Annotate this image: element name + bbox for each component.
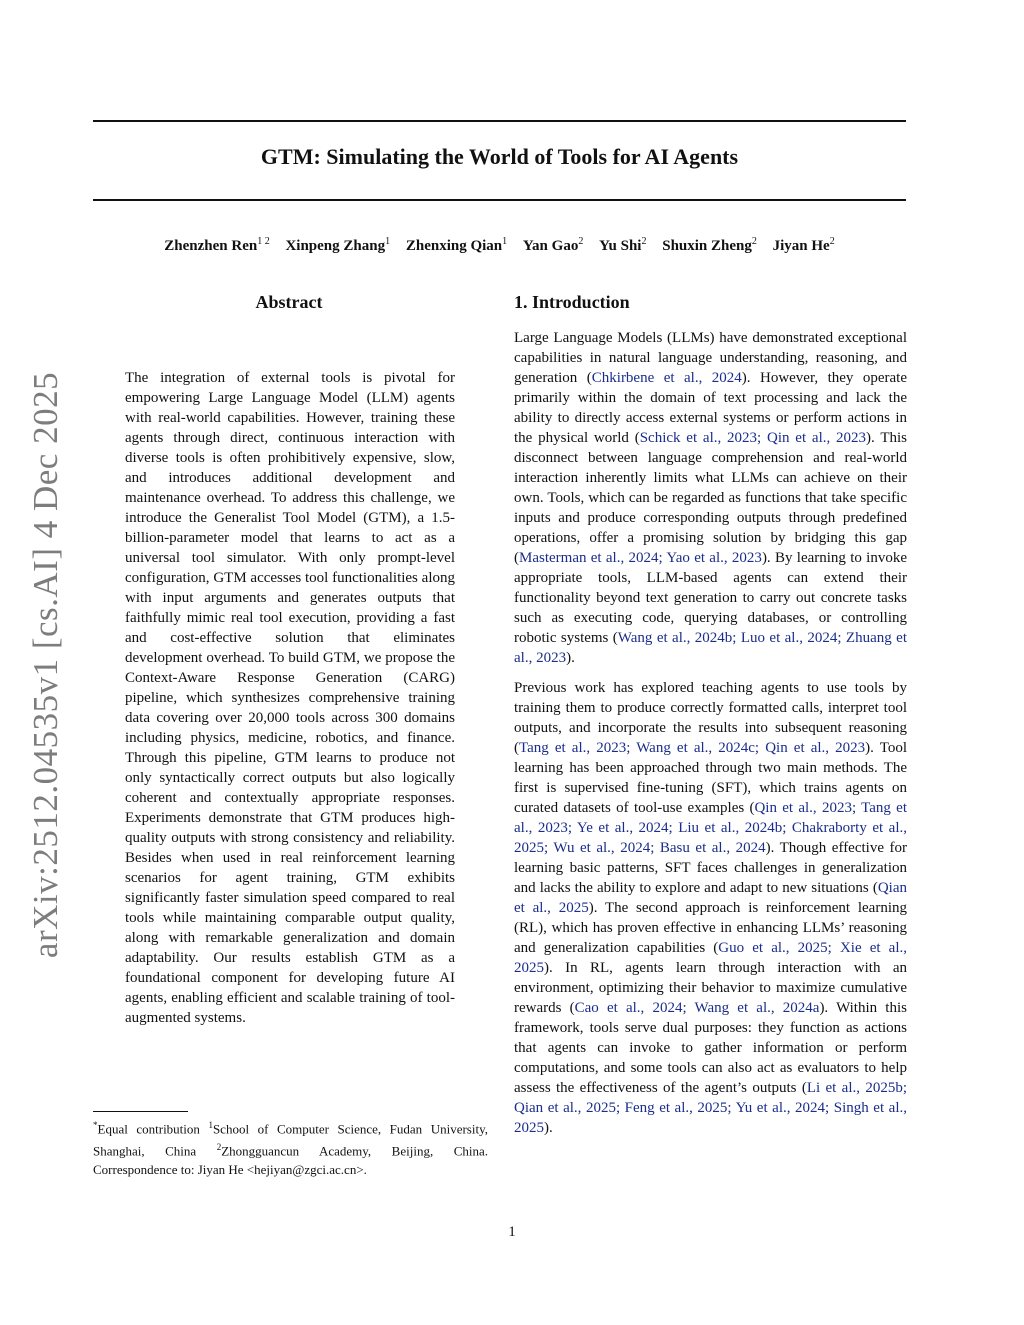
author	[406, 238, 507, 254]
intro-text: ).	[544, 1120, 553, 1136]
citation-link[interactable]: Cao et al., 2024; Wang et al., 2024a	[574, 1000, 820, 1016]
title-rule-bottom	[93, 199, 906, 201]
citation-link[interactable]: Masterman et al., 2024; Yao et al., 2023	[519, 550, 762, 566]
citation-link[interactable]: Chkirbene et al., 2024	[591, 370, 742, 386]
author	[164, 238, 269, 254]
author-name: Xinpeng Zhang	[285, 238, 386, 254]
footnote-marker: *	[93, 1120, 98, 1130]
citation-link[interactable]: Tang et al., 2023; Wang et al., 2024c; Qin et al., 2023	[519, 740, 866, 756]
title-rule-top	[93, 120, 906, 122]
author-affiliation: 2	[829, 236, 835, 247]
intro-text: ). Though effective for learning basic patterns, SFT faces challenges in generalization and lacks the ability to explore and adapt to new situations (	[514, 840, 908, 896]
intro-paragraph-2	[514, 678, 907, 1138]
author-affiliation: 2	[641, 236, 647, 247]
author-affiliation: 2	[578, 236, 584, 247]
affiliation-marker: 1	[208, 1120, 213, 1130]
intro-text: ). This disconnect between language comprehension and real-world interaction inherently limits what LLMs can achieve on their own. Tools, which can be regarded as functions that take specific inputs and produce corresponding outputs through predefined operations, offer a promising solution by bridging this gap (	[514, 430, 907, 566]
intro-text: ). By learning to invoke appropriate tools, LLM-based agents can extend their functionality beyond text generation to carry out concrete tasks such as executing code, querying databases, or controlling robotic systems (	[514, 550, 907, 646]
page-number: 1	[508, 1224, 516, 1240]
intro-text: Previous work has explored teaching agents to use tools by training them to produce correctly formatted calls, interpret tool outputs, and incorporate the results into subsequent reasoning (	[514, 680, 907, 756]
intro-text: ). However, they operate primarily within the domain of text processing and lack the ability to directly access external systems or perform actions in the physical world (	[514, 370, 907, 446]
intro-text: ).	[566, 650, 575, 666]
citation-link[interactable]: Guo et al., 2025; Xie et al., 2025	[514, 940, 907, 976]
intro-text: ). Within this framework, tools serve dual purposes: they function as actions that agents can invoke to gather information or perform computations, and some tools can also act as evaluators to help assess the effectiveness of the agent’s outputs (	[514, 1000, 907, 1096]
author	[773, 238, 835, 254]
abstract-heading: Abstract	[255, 292, 323, 312]
footnote	[93, 1116, 488, 1179]
author	[285, 238, 390, 254]
author-name: Zhenzhen Ren	[164, 238, 258, 254]
arxiv-id: arXiv:2512.04535v1 [cs.AI] 4 Dec 2025	[26, 371, 65, 959]
intro-text: Large Language Models (LLMs) have demonstrated exceptional capabilities in natural language understanding, reasoning, and generation (	[514, 330, 907, 386]
abstract-text: The integration of external tools is pivotal for empowering Large Language Model (LLM) agents with real-world capabilities. However, training these agents through direct, continuous interaction with diverse tools is often prohibitively expensive, slow, and introduces additional development and maintenance overhead. To address this challenge, we introduce the Generalist Tool Model (GTM), a 1.5-billion-parameter model that learns to act as a universal tool simulator. With only prompt-level configuration, GTM accesses tool functionalities along with input arguments and generates outputs that faithfully mimic real tool execution, providing a fast and cost-effective solution that eliminates development overhead. To build GTM, we propose the Context-Aware Response Generation (CARG) pipeline, which synthesizes comprehensive training data covering over 20,000 tools across 300 domains including physics, medicine, robotics, and finance. Through this pipeline, GTM learns to produce not only syntactically correct outputs but also logically coherent and contextually appropriate responses. Experiments demonstrate that GTM produces high-quality outputs with strong consistency and reliability. Besides when used in real reinforcement learning scenarios for agent training, GTM exhibits significantly faster simulation speed compared to real tools while maintaining comparable output quality, along with remarkable generalization and domain adaptability. Our results establish GTM as a foundational component for developing future AI agents, enabling efficient and scalable training of tool-augmented systems.	[125, 370, 455, 1026]
paper-title: GTM: Simulating the World of Tools for AI Agents	[260, 144, 739, 169]
citation-link[interactable]: Qin et al., 2023; Tang et al., 2023; Ye et al., 2024; Liu et al., 2024b; Chakraborty et al., 2025; Wu et al., 2024; Basu et al., 2024	[514, 800, 907, 856]
author-affiliation: 1	[385, 236, 391, 247]
author-name: Yan Gao	[522, 238, 579, 254]
author	[662, 238, 757, 254]
author-list	[93, 236, 906, 255]
author	[523, 238, 583, 254]
citation-link[interactable]: Schick et al., 2023; Qin et al., 2023	[639, 430, 867, 446]
affiliation-marker: 2	[216, 1142, 222, 1153]
author-name: Jiyan He	[772, 238, 830, 254]
intro-paragraph-1	[514, 328, 907, 668]
intro-text: ). In RL, agents learn through interaction with an environment, optimizing their behavior to maximize cumulative rewards (	[514, 960, 907, 1016]
citation-link[interactable]: Qian et al., 2025	[514, 880, 907, 916]
footnote-text: School of Computer Science, Fudan University, Shanghai, China	[93, 1121, 488, 1159]
citation-link[interactable]: Li et al., 2025b; Qian et al., 2025; Feng et al., 2025; Yu et al., 2024; Singh et al., 2025	[514, 1080, 907, 1136]
introduction-body	[514, 328, 907, 1148]
author-affiliation: 1 2	[257, 236, 270, 247]
intro-text: ). The second approach is reinforcement learning (RL), which has proven effective in enhancing LLMs’ reasoning and generalization capabilities (	[514, 900, 908, 956]
author-affiliation: 2	[751, 236, 757, 247]
footnote-text: Equal contribution	[97, 1121, 209, 1137]
author	[599, 238, 646, 254]
author-name: Shuxin Zheng	[662, 238, 752, 254]
author-name: Yu Shi	[599, 238, 642, 254]
author-affiliation: 1	[502, 236, 508, 247]
section-heading-introduction: 1. Introduction	[514, 292, 630, 312]
intro-text: ). Tool learning has been approached through two main methods. The first is supervised fine-tuning (SFT), which trains agents on curated datasets of tool-use examples (	[514, 740, 907, 816]
footnote-rule	[93, 1111, 188, 1112]
author-name: Zhenxing Qian	[405, 238, 503, 254]
footnote-text: Zhongguancun Academy, Beijing, China. Correspondence to: Jiyan He <hejiyan@zgci.ac.cn>.	[93, 1143, 488, 1177]
citation-link[interactable]: Wang et al., 2024b; Luo et al., 2024; Zhuang et al., 2023	[514, 630, 907, 666]
